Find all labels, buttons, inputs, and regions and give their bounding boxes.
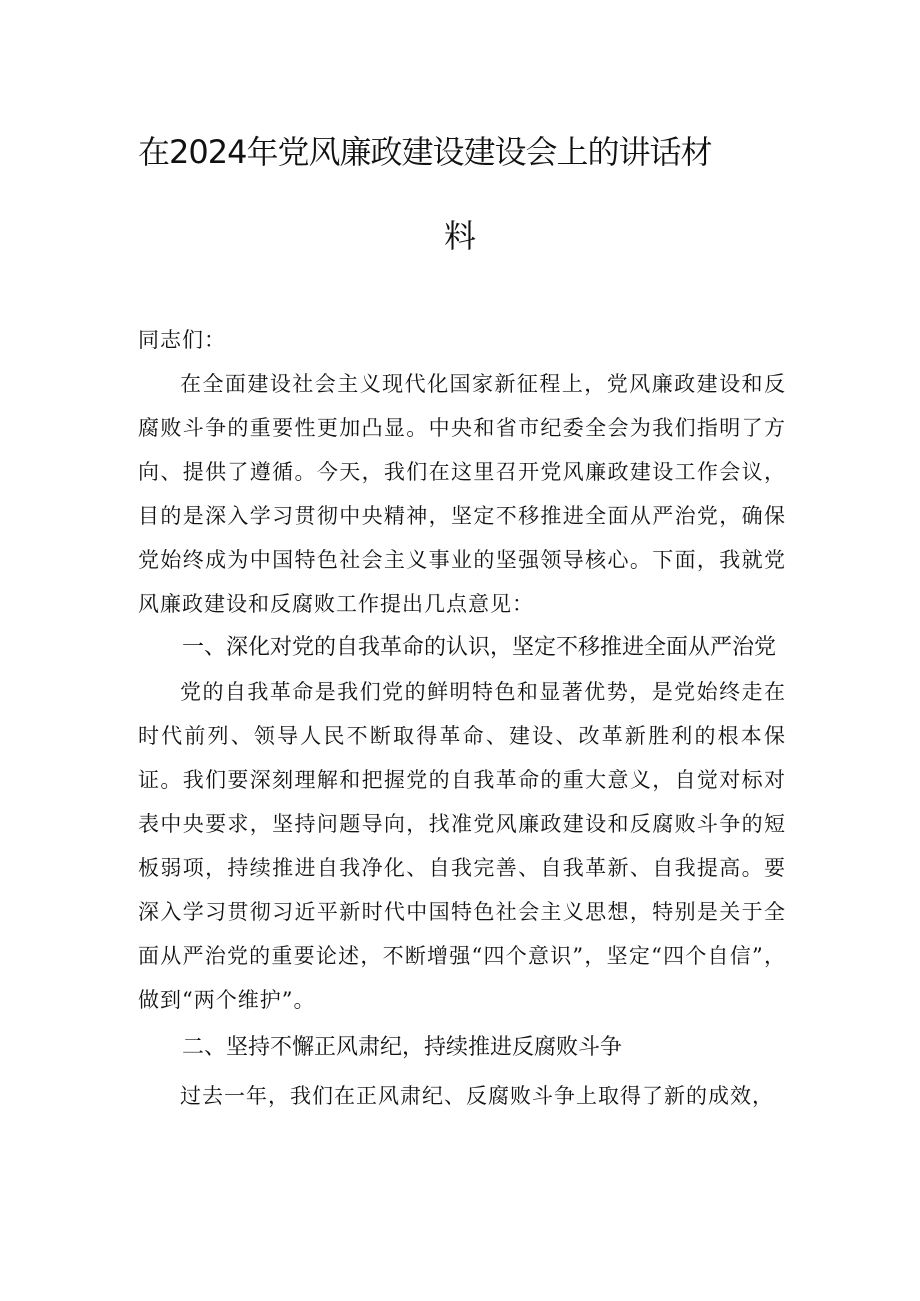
section-2-paragraph: 过去一年，我们在正风肃纪、反腐败斗争上取得了新的成效，: [180, 1084, 774, 1108]
salutation: 同志们：: [138, 328, 226, 352]
section-2-heading: 二、坚持不懈正风肃纪，持续推进反腐败斗争: [182, 1035, 623, 1060]
document-title-line-1: 在2024年党风廉政建设建设会上的讲话材: [138, 133, 712, 171]
section-1-paragraph: 党的自我革命是我们党的鲜明特色和显著优势，是党始终走在时代前列、领导人民不断取得革命、建设、改革新胜利的根本保证。我们要深刻理解和把握党的自我革命的重大意义，自觉对标对表中央要求，坚持问题导向，找准党风廉政建设和反腐败斗争的短板弱项，持续推进自我净化、自我完善、自我革新、自我提高。要深入学习贯彻习近平新时代中国特色社会主义思想，特别是关于全面从严治党的重要论述，不断增强“四个意识”，坚定“四个自信”，做到“两个维护”。: [138, 680, 786, 1012]
section-1-heading: 一、深化对党的自我革命的认识，坚定不移推进全面从严治党: [182, 635, 777, 660]
document-body: [138, 318, 786, 1118]
document-title-line-2: 料: [443, 217, 476, 255]
intro-paragraph: 在全面建设社会主义现代化国家新征程上，党风廉政建设和反腐败斗争的重要性更加凸显。中央和省市纪委全会为我们指明了方向、提供了遵循。今天，我们在这里召开党风廉政建设工作会议，目的是深入学习贯彻中央精神，坚定不移推进全面从严治党，确保党始终成为中国特色社会主义事业的坚强领导核心。下面，我就党风廉政建设和反腐败工作提出几点意见：: [138, 372, 786, 616]
